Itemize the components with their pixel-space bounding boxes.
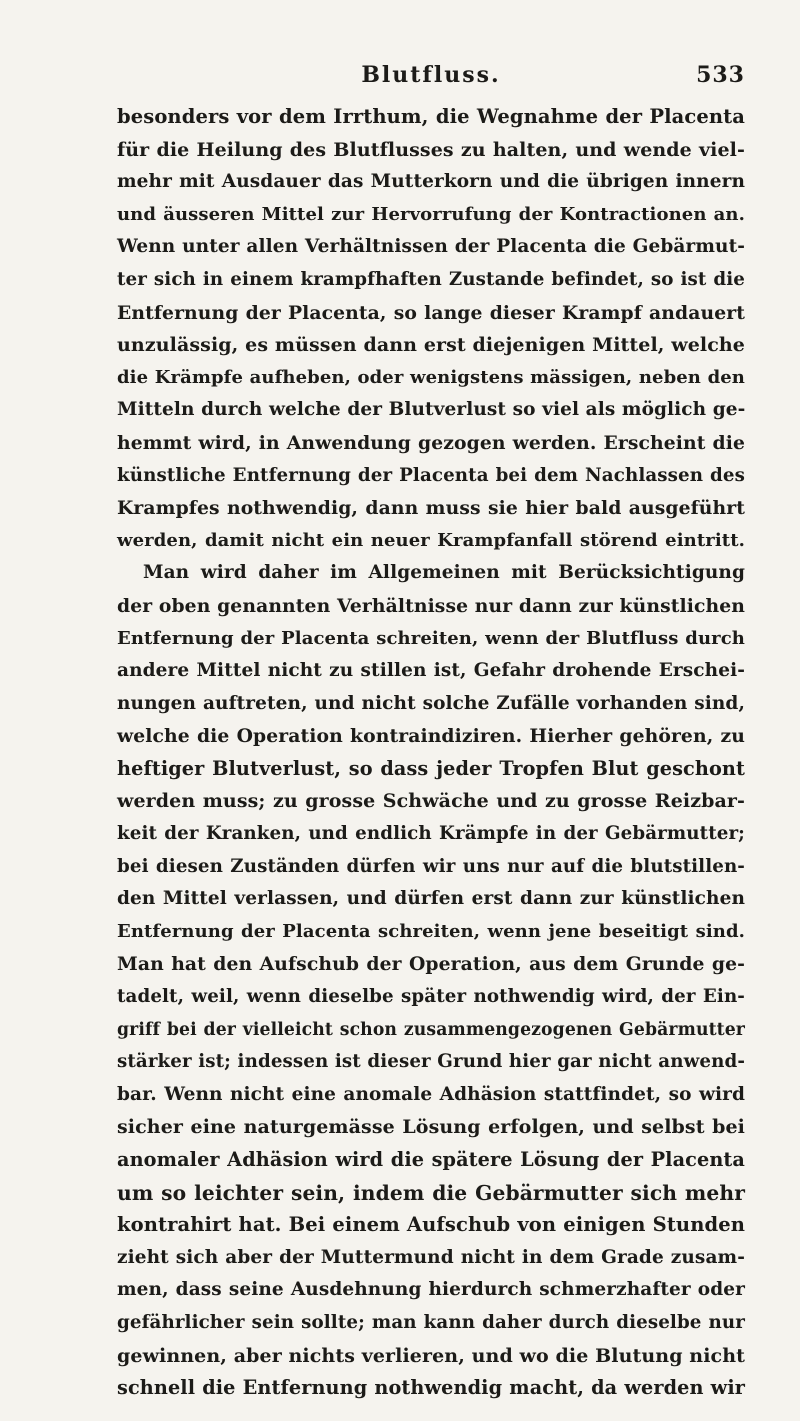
text-line: andere Mittel nicht zu stillen ist, Gefahr drohende Erschei-	[117, 660, 745, 682]
text-line: mehr mit Ausdauer das Mutterkorn und die übrigen innern	[117, 171, 745, 193]
text-line: schnell die Entfernung nothwendig macht, da werden wir	[117, 1376, 745, 1400]
text-line: bei diesen Zuständen dürfen wir uns nur auf die blutstillen-	[117, 855, 745, 877]
text-line: kontrahirt hat. Bei einem Aufschub von einigen Stunden	[117, 1213, 745, 1237]
text-line: Man hat den Aufschub der Operation, aus dem Grunde ge-	[117, 953, 745, 976]
text-line: hemmt wird, in Anwendung gezogen werden. Erscheint die	[117, 431, 745, 454]
text-line: die Krämpfe aufheben, oder wenigstens mässigen, neben den	[117, 366, 745, 388]
text-line: werden, damit nicht ein neuer Krampfanfall störend eintritt.	[117, 529, 745, 551]
text-line: werden muss; zu grosse Schwäche und zu grosse Reizbar-	[117, 790, 745, 813]
text-line: sicher eine naturgemässe Lösung erfolgen, und selbst bei	[117, 1116, 745, 1139]
running-title: Blutfluss.	[361, 62, 501, 88]
text-line: tadelt, weil, wenn dieselbe später nothwendig wird, der Ein-	[117, 986, 745, 1008]
text-line: Entfernung der Placenta schreiten, wenn jene beseitigt sind.	[117, 920, 745, 942]
text-line: der oben genannten Verhältnisse nur dann zur künstlichen	[117, 594, 745, 617]
text-line: gewinnen, aber nichts verlieren, und wo die Blutung nicht	[117, 1344, 745, 1367]
text-line: Mitteln durch welche der Blutverlust so viel als möglich ge-	[117, 399, 746, 421]
text-line: ter sich in einem krampfhaften Zustande befindet, so ist die	[117, 268, 745, 290]
text-line: Entfernung der Placenta schreiten, wenn der Blutfluss durch	[117, 627, 745, 649]
text-line: zieht sich aber der Muttermund nicht in dem Grade zusam-	[117, 1246, 745, 1268]
text-line: heftiger Blutverlust, so dass jeder Tropfen Blut geschont	[117, 756, 745, 780]
text-line: und äusseren Mittel zur Hervorrufung der Kontractionen an.	[117, 203, 745, 225]
text-line: Krampfes nothwendig, dann muss sie hier bald ausgeführt	[117, 497, 745, 520]
text-line: anomaler Adhäsion wird die spätere Lösung der Placenta	[117, 1148, 745, 1171]
text-line: für die Heilung des Blutflusses zu halten, und wende viel-	[117, 138, 745, 161]
text-line: unzulässig, es müssen dann erst diejenigen Mittel, welche	[117, 334, 745, 357]
text-line: bar. Wenn nicht eine anomale Adhäsion stattfindet, so wird	[117, 1083, 745, 1105]
text-line: um so leichter sein, indem die Gebärmutter sich mehr	[117, 1180, 745, 1205]
text-line: Man wird daher im Allgemeinen mit Berücksichtigung	[143, 562, 745, 584]
text-line: welche die Operation kontraindiziren. Hierher gehören, zu	[117, 725, 745, 748]
text-line: griff bei der vielleicht schon zusammengezogenen Gebärmutter	[117, 1019, 745, 1040]
page-number: 533	[696, 62, 745, 88]
text-line: men, dass seine Ausdehnung hierdurch schmerzhafter oder	[117, 1279, 745, 1301]
text-line: künstliche Entfernung der Placenta bei dem Nachlassen des	[117, 464, 745, 486]
body-text	[117, 101, 745, 1405]
text-line: Wenn unter allen Verhältnissen der Placenta die Gebärmut-	[117, 236, 745, 258]
running-head	[117, 62, 745, 92]
text-line: gefährlicher sein sollte; man kann daher durch dieselbe nur	[117, 1311, 745, 1333]
text-line: besonders vor dem Irrthum, die Wegnahme der Placenta	[117, 105, 745, 128]
text-line: den Mittel verlassen, und dürfen erst dann zur künstlichen	[117, 888, 745, 910]
text-line: stärker ist; indessen ist dieser Grund hier gar nicht anwend-	[117, 1051, 745, 1073]
text-line: nungen auftreten, und nicht solche Zufälle vorhanden sind,	[117, 692, 745, 714]
text-line: keit der Kranken, und endlich Krämpfe in der Gebärmutter;	[117, 823, 745, 845]
text-line: Entfernung der Placenta, so lange dieser Krampf andauert	[117, 301, 745, 324]
